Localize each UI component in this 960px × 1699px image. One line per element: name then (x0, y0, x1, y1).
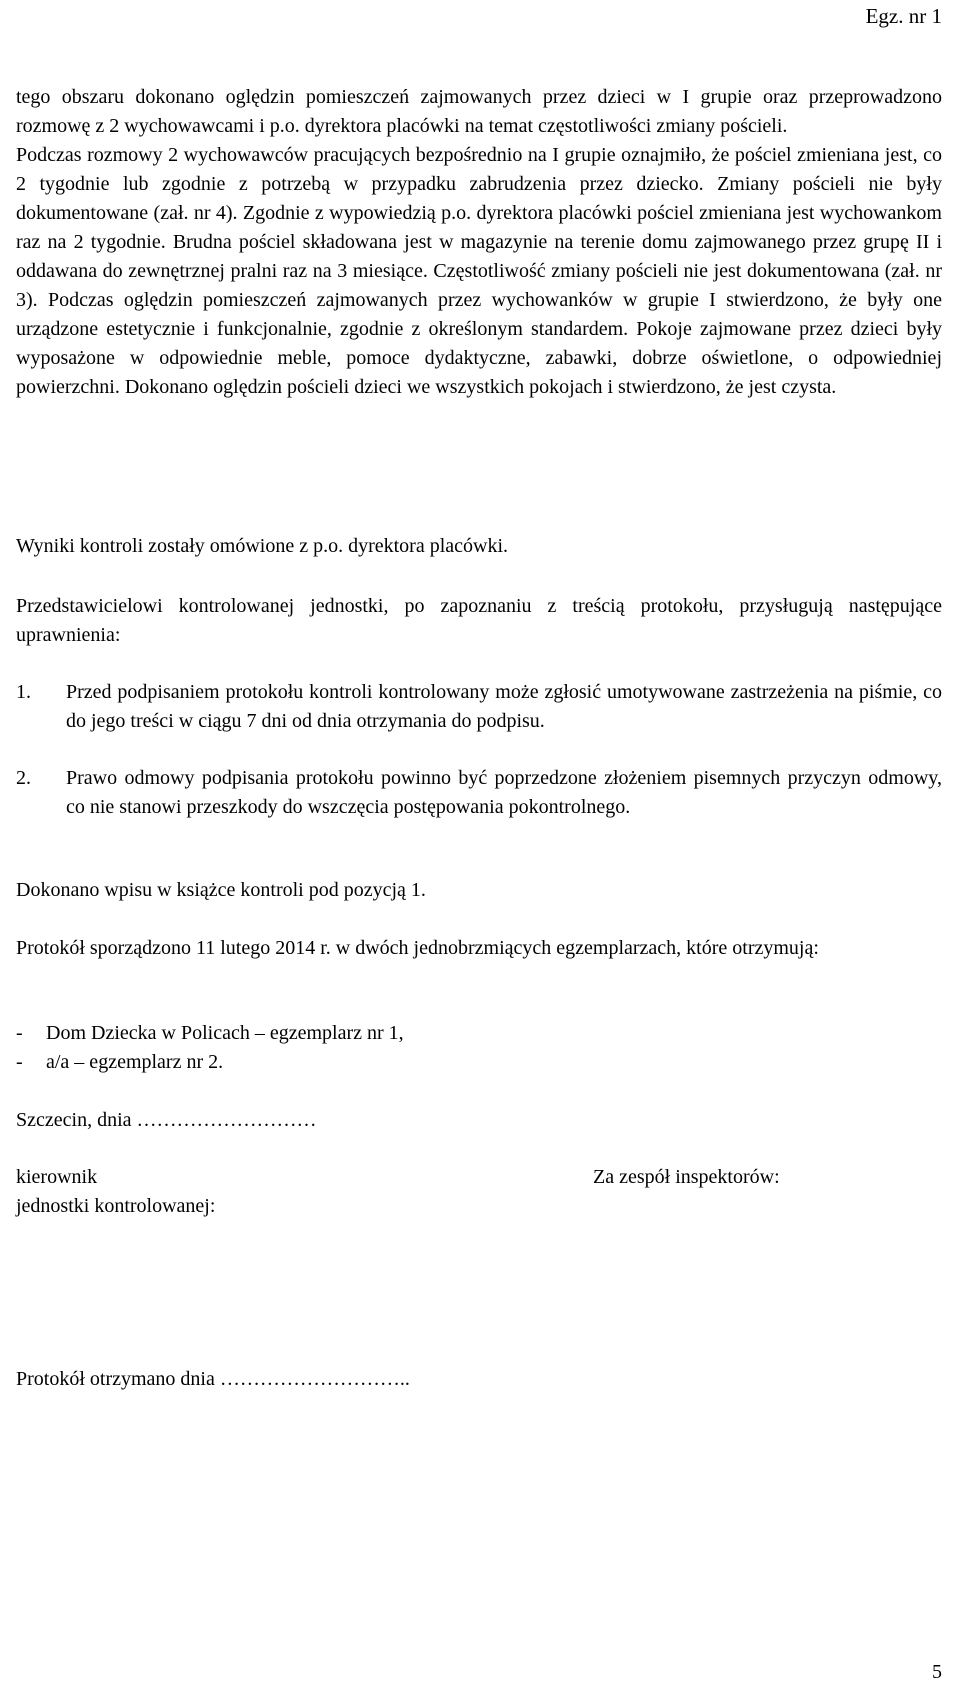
dash-bullet: - (16, 1022, 23, 1044)
rights-list-item (16, 678, 942, 736)
place-date-line: Szczecin, dnia ……………………… (16, 1109, 317, 1131)
document-page (16, 0, 942, 1699)
list-text: Prawo odmowy podpisania protokołu powinno być poprzedzone złożeniem pisemnych przyczyn odmowy, co nie stanowi przeszkody do wszczęcia postępowania pokontrolnego. (66, 767, 942, 818)
list-text: Przed podpisaniem protokołu kontroli kontrolowany może zgłosić umotywowane zastrzeżenia na piśmie, co do jego treści w ciągu 7 dni od dnia otrzymania do podpisu. (66, 681, 942, 732)
rights-list-item (16, 764, 942, 822)
paragraph-rights-intro: Przedstawicielowi kontrolowanej jednostki, po zapoznaniu z treścią protokołu, przysługują następujące uprawnienia: (16, 595, 942, 646)
paragraph-copies-info: Protokół sporządzono 11 lutego 2014 r. w dwóch jednobrzmiących egzemplarzach, które otrzymują: (16, 937, 819, 959)
list-number: 1. (16, 681, 31, 703)
paragraph-results-discussed: Wyniki kontroli zostały omówione z p.o. dyrektora placówki. (16, 535, 509, 557)
received-date-line: Protokół otrzymano dnia ……………………….. (16, 1368, 410, 1390)
paragraph-control-book-entry: Dokonano wpisu w książce kontroli pod pozycją 1. (16, 879, 426, 901)
page-number: 5 (932, 1661, 942, 1683)
recipient-list-item (16, 1019, 404, 1048)
signature-right-title: Za zespół inspektorów: (593, 1166, 780, 1188)
dash-bullet: - (16, 1051, 23, 1073)
recipient-text: a/a – egzemplarz nr 2. (46, 1051, 224, 1073)
paragraph-interview-findings: Podczas rozmowy 2 wychowawców pracujących bezpośrednio na I grupie oznajmiło, że pościel zmieniana jest, co 2 tygodnie lub zgodnie z potrzebą w przypadku zabrudzenia przez dziecko. Zmiany pościeli nie były dokumentowane (zał. nr 4). Zgodnie z wypowiedzią p.o. dyrektora placówki pościel zmieniana jest wychowankom raz na 2 tygodnie. Brudna pościel składowana jest w magazynie na terenie domu zajmowanego przez grupę II i oddawana do zewnętrznej pralni raz na 3 miesiące. Częstotliwość zmiany pościeli nie jest dokumentowana (zał. nr 3). Podczas oględzin pomieszczeń zajmowanych przez wychowanków w grupie I stwierdzono, że były one urządzone estetycznie i funkcjonalnie, zgodnie z określonym standardem. Pokoje zajmowane przez dzieci były wyposażone w odpowiednie meble, pomoce dydaktyczne, zabawki, dobrze oświetlone, o odpowiedniej powierzchni. Dokonano oględzin pościeli dzieci we wszystkich pokojach i stwierdzono, że jest czysta. (16, 144, 942, 398)
list-number: 2. (16, 767, 31, 789)
recipient-list-item (16, 1048, 223, 1077)
signature-left-subtitle: jednostki kontrolowanej: (16, 1195, 216, 1217)
signature-left-title: kierownik (16, 1166, 98, 1188)
recipient-text: Dom Dziecka w Policach – egzemplarz nr 1, (46, 1022, 404, 1044)
paragraph-inspection-scope: tego obszaru dokonano oględzin pomieszczeń zajmowanych przez dzieci w I grupie oraz przeprowadzono rozmowę z 2 wychowawcami i p.o. dyrektora placówki na temat częstotliwości zmiany pościeli. (16, 86, 942, 137)
copy-number-label: Egz. nr 1 (865, 4, 942, 28)
